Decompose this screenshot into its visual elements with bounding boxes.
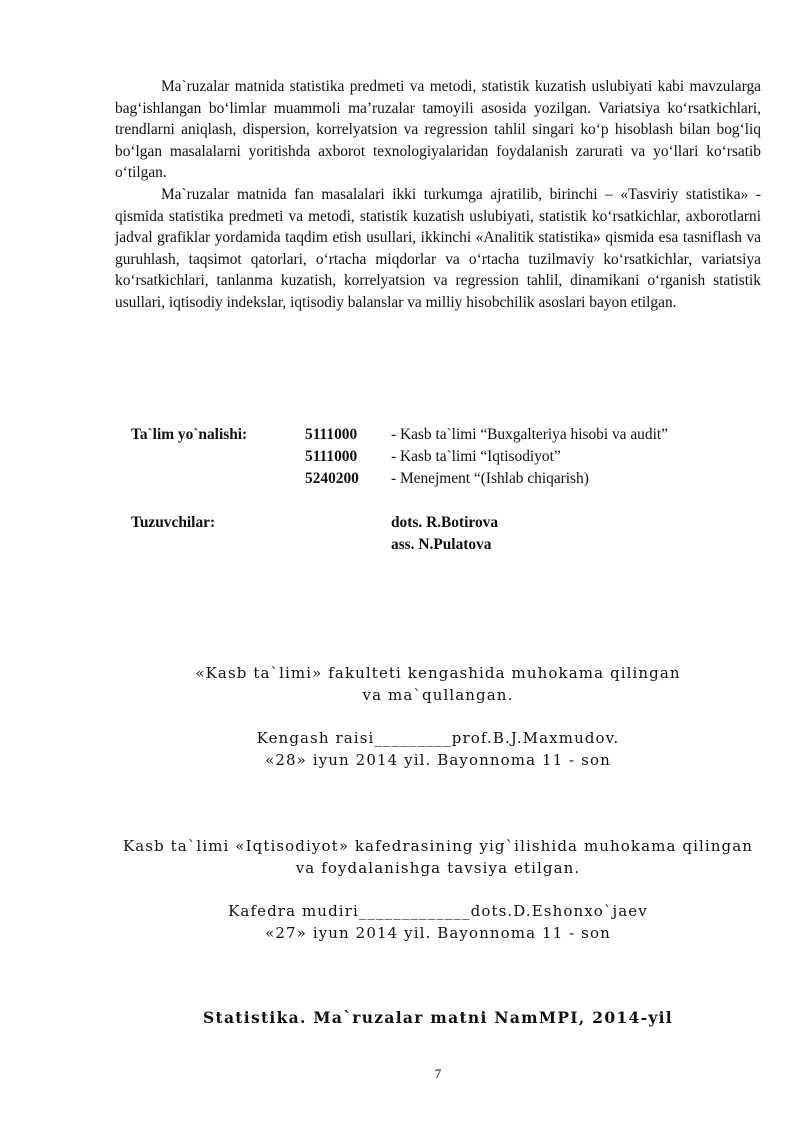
authors-label: Tuzuvchilar: [131,514,216,531]
faculty-approval-line-2: va ma`qullangan. [362,686,514,704]
intro-paragraph-1: Ma`ruzalar matnida statistika predmeti va metodi, statistik kuzatish uslubiyati kabi mavzularga bag‘ishlangan bo‘limlar muammoli ma’ruzalar tamoyili asosida yozilgan. Variatsiya ko‘rsatkichlari, trendlarni aniqlash, dispersion, korrelyatsion va regression tahlil singari ko‘p hisoblash bilan bog‘liq bo‘lgan masalalarni yoritishda axborot texnologiyalaridan foydalanish zarurati va yo‘llari ko‘rsatib o‘tilgan. [115,78,761,182]
education-code-2: 5111000 [305,448,358,465]
department-approval-signature: Kafedra mudiri_____________dots.D.Eshonxo`jaev [228,902,648,920]
education-code-3: 5240200 [305,470,359,487]
education-label: Ta`lim yo`nalishi: [131,426,248,443]
author-name-2: ass. N.Pulatova [391,536,492,553]
faculty-approval-line-1: «Kasb ta`limi» fakulteti kengashida muhokama qilingan [195,664,681,682]
education-desc-2: - Kasb ta`limi “Iqtisodiyot” [391,448,561,465]
department-approval-date: «27» iyun 2014 yil. Bayonnoma 11 - son [265,924,611,942]
document-footer-title: Statistika. Ma`ruzalar matni NamMPI, 2014-yil [203,1008,673,1027]
education-code-1: 5111000 [305,426,358,443]
department-approval-line-1: Kasb ta`limi «Iqtisodiyot» kafedrasining yig`ilishida muhokama qilingan [122,837,754,855]
faculty-approval-date: «28» iyun 2014 yil. Bayonnoma 11 - son [265,751,611,769]
faculty-approval-signature: Kengash raisi_________prof.B.J.Maxmudov. [256,729,620,747]
education-desc-1: - Kasb ta`limi “Buxgalteriya hisobi va audit” [391,426,668,443]
department-approval-line-2: va foydalanishga tavsiya etilgan. [295,859,581,877]
author-name-1: dots. R.Botirova [391,514,499,531]
intro-paragraph-2: Ma`ruzalar matnida fan masalalari ikki turkumga ajratilib, birinchi – «Tasviriy statistika» - qismida statistika predmeti va metodi, statistik kuzatish uslubiyati, statistik ko‘rsatkichlar, axborotlarni jadval grafiklar yordamida taqdim etish usullari, ikkinchi «Analitik statistika» qismida esa tasniflash va guruhlash, taqsimot qatorlari, o‘rtacha miqdorlar va o‘rtacha tuzilmaviy ko‘rsatkichlar, variatsiya ko‘rsatkichlari, tanlanma kuzatish, korrelyatsion va regression tahlil, dinamikani o‘rganish statistik usullari, iqtisodiy indekslar, iqtisodiy balanslar va milliy hisobchilik asoslari bayon etilgan. [115,186,761,311]
education-desc-3: - Menejment “(Ishlab chiqarish) [391,470,589,487]
page-number: 7 [434,1066,442,1081]
